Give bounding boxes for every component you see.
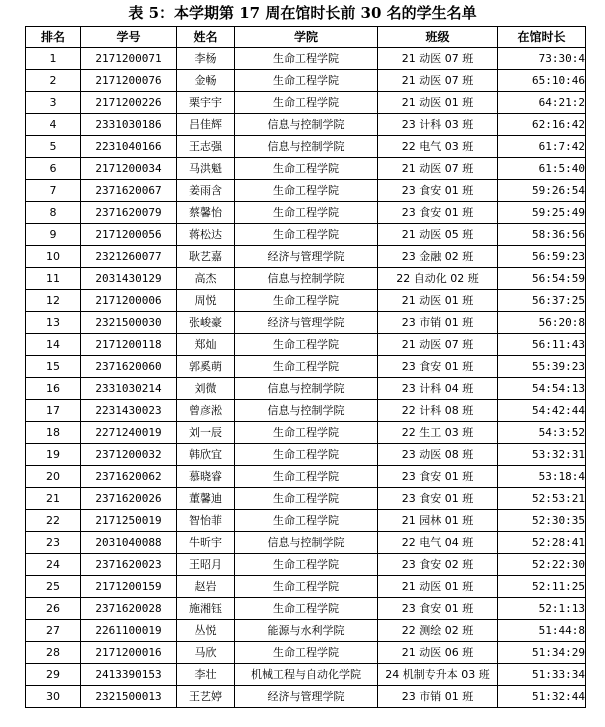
name-cell: 姜雨含 — [177, 180, 235, 202]
student-id-cell: 2171200226 — [81, 92, 177, 114]
duration-cell: 64:21:2 — [498, 92, 586, 114]
college-cell: 信息与控制学院 — [235, 136, 378, 158]
table-title: 表 5：本学期第 17 周在馆时长前 30 名的学生名单 — [128, 4, 477, 22]
name-cell: 李杨 — [177, 48, 235, 70]
student-id-cell: 2171200006 — [81, 290, 177, 312]
college-cell: 能源与水利学院 — [235, 620, 378, 642]
name-cell: 蔡馨怡 — [177, 202, 235, 224]
student-id-cell: 2171200118 — [81, 334, 177, 356]
name-cell: 金畅 — [177, 70, 235, 92]
student-id-cell: 2371620079 — [81, 202, 177, 224]
student-id-cell: 2271240019 — [81, 422, 177, 444]
table-row — [26, 268, 586, 290]
duration-cell: 56:59:23 — [498, 246, 586, 268]
name-cell: 丛悦 — [177, 620, 235, 642]
name-cell: 马欣 — [177, 642, 235, 664]
class-cell: 23 食安 01 班 — [378, 180, 498, 202]
name-cell: 慕晓睿 — [177, 466, 235, 488]
table-row — [26, 510, 586, 532]
student-id-cell: 2321260077 — [81, 246, 177, 268]
table-row — [26, 70, 586, 92]
name-cell: 李壮 — [177, 664, 235, 686]
rank-cell: 28 — [26, 642, 81, 664]
table-row — [26, 686, 586, 708]
college-cell: 信息与控制学院 — [235, 532, 378, 554]
class-cell: 21 动医 07 班 — [378, 334, 498, 356]
class-cell: 22 测绘 02 班 — [378, 620, 498, 642]
duration-cell: 52:28:41 — [498, 532, 586, 554]
class-cell: 23 计科 04 班 — [378, 378, 498, 400]
duration-cell: 59:25:49 — [498, 202, 586, 224]
table-row — [26, 466, 586, 488]
student-id-cell: 2321500030 — [81, 312, 177, 334]
col-header-class: 班级 — [378, 27, 498, 48]
name-cell: 王志强 — [177, 136, 235, 158]
name-cell: 周悦 — [177, 290, 235, 312]
name-cell: 韩欣宜 — [177, 444, 235, 466]
header-row — [26, 27, 586, 48]
rank-cell: 14 — [26, 334, 81, 356]
table-row — [26, 378, 586, 400]
college-cell: 生命工程学院 — [235, 422, 378, 444]
rank-cell: 23 — [26, 532, 81, 554]
duration-cell: 52:22:30 — [498, 554, 586, 576]
name-cell: 张峻豪 — [177, 312, 235, 334]
table-row — [26, 598, 586, 620]
student-id-cell: 2371620023 — [81, 554, 177, 576]
table-row — [26, 136, 586, 158]
college-cell: 生命工程学院 — [235, 466, 378, 488]
duration-cell: 53:32:31 — [498, 444, 586, 466]
college-cell: 生命工程学院 — [235, 488, 378, 510]
rank-cell: 26 — [26, 598, 81, 620]
table-row — [26, 532, 586, 554]
student-id-cell: 2371620067 — [81, 180, 177, 202]
col-header-name: 姓名 — [177, 27, 235, 48]
name-cell: 曾彦淞 — [177, 400, 235, 422]
college-cell: 生命工程学院 — [235, 444, 378, 466]
duration-cell: 65:10:46 — [498, 70, 586, 92]
rank-cell: 24 — [26, 554, 81, 576]
table-row — [26, 620, 586, 642]
class-cell: 23 食安 01 班 — [378, 598, 498, 620]
rank-cell: 2 — [26, 70, 81, 92]
college-cell: 生命工程学院 — [235, 180, 378, 202]
table-row — [26, 554, 586, 576]
table-row — [26, 444, 586, 466]
student-id-cell: 2031040088 — [81, 532, 177, 554]
table-row — [26, 664, 586, 686]
table-row — [26, 576, 586, 598]
table-row — [26, 48, 586, 70]
college-cell: 生命工程学院 — [235, 334, 378, 356]
college-cell: 生命工程学院 — [235, 290, 378, 312]
duration-cell: 51:34:29 — [498, 642, 586, 664]
table-body — [26, 48, 586, 708]
name-cell: 施湘钰 — [177, 598, 235, 620]
name-cell: 赵岩 — [177, 576, 235, 598]
class-cell: 24 机制专升本 03 班 — [378, 664, 498, 686]
table-row — [26, 422, 586, 444]
table-row — [26, 158, 586, 180]
duration-cell: 51:32:44 — [498, 686, 586, 708]
duration-cell: 52:1:13 — [498, 598, 586, 620]
col-header-student-id: 学号 — [81, 27, 177, 48]
student-id-cell: 2371620028 — [81, 598, 177, 620]
student-id-cell: 2031430129 — [81, 268, 177, 290]
rank-cell: 16 — [26, 378, 81, 400]
name-cell: 王昭月 — [177, 554, 235, 576]
duration-cell: 56:37:25 — [498, 290, 586, 312]
rank-cell: 27 — [26, 620, 81, 642]
duration-cell: 54:42:44 — [498, 400, 586, 422]
name-cell: 高杰 — [177, 268, 235, 290]
duration-cell: 73:30:4 — [498, 48, 586, 70]
student-id-cell: 2231040166 — [81, 136, 177, 158]
class-cell: 23 市销 01 班 — [378, 686, 498, 708]
table-row — [26, 312, 586, 334]
duration-cell: 61:7:42 — [498, 136, 586, 158]
college-cell: 经济与管理学院 — [235, 246, 378, 268]
college-cell: 生命工程学院 — [235, 224, 378, 246]
name-cell: 栗宇宇 — [177, 92, 235, 114]
college-cell: 生命工程学院 — [235, 70, 378, 92]
college-cell: 信息与控制学院 — [235, 400, 378, 422]
name-cell: 牛昕宇 — [177, 532, 235, 554]
table-row — [26, 246, 586, 268]
class-cell: 23 食安 01 班 — [378, 356, 498, 378]
col-header-college: 学院 — [235, 27, 378, 48]
table-row — [26, 400, 586, 422]
class-cell: 23 食安 01 班 — [378, 466, 498, 488]
name-cell: 蒋松达 — [177, 224, 235, 246]
college-cell: 生命工程学院 — [235, 576, 378, 598]
college-cell: 生命工程学院 — [235, 158, 378, 180]
rank-cell: 11 — [26, 268, 81, 290]
class-cell: 23 食安 01 班 — [378, 488, 498, 510]
class-cell: 21 动医 05 班 — [378, 224, 498, 246]
name-cell: 董馨迪 — [177, 488, 235, 510]
duration-cell: 52:11:25 — [498, 576, 586, 598]
student-id-cell: 2371620026 — [81, 488, 177, 510]
class-cell: 21 动医 07 班 — [378, 48, 498, 70]
name-cell: 刘一辰 — [177, 422, 235, 444]
rank-cell: 21 — [26, 488, 81, 510]
col-header-rank: 排名 — [26, 27, 81, 48]
ranking-table — [25, 26, 586, 708]
rank-cell: 10 — [26, 246, 81, 268]
student-id-cell: 2171200016 — [81, 642, 177, 664]
rank-cell: 4 — [26, 114, 81, 136]
table-row — [26, 114, 586, 136]
student-id-cell: 2261100019 — [81, 620, 177, 642]
rank-cell: 3 — [26, 92, 81, 114]
student-id-cell: 2321500013 — [81, 686, 177, 708]
college-cell: 生命工程学院 — [235, 598, 378, 620]
class-cell: 22 计科 08 班 — [378, 400, 498, 422]
duration-cell: 62:16:42 — [498, 114, 586, 136]
class-cell: 23 食安 02 班 — [378, 554, 498, 576]
class-cell: 23 市销 01 班 — [378, 312, 498, 334]
student-id-cell: 2371620062 — [81, 466, 177, 488]
college-cell: 生命工程学院 — [235, 554, 378, 576]
duration-cell: 56:20:8 — [498, 312, 586, 334]
rank-cell: 6 — [26, 158, 81, 180]
college-cell: 生命工程学院 — [235, 202, 378, 224]
class-cell: 21 动医 07 班 — [378, 70, 498, 92]
student-id-cell: 2413390153 — [81, 664, 177, 686]
rank-cell: 12 — [26, 290, 81, 312]
class-cell: 21 动医 07 班 — [378, 158, 498, 180]
class-cell: 21 动医 06 班 — [378, 642, 498, 664]
rank-cell: 15 — [26, 356, 81, 378]
student-id-cell: 2371200032 — [81, 444, 177, 466]
duration-cell: 61:5:40 — [498, 158, 586, 180]
class-cell: 21 动医 01 班 — [378, 290, 498, 312]
table-row — [26, 488, 586, 510]
name-cell: 郭奚萌 — [177, 356, 235, 378]
class-cell: 21 动医 01 班 — [378, 576, 498, 598]
table-row — [26, 642, 586, 664]
table-row — [26, 202, 586, 224]
duration-cell: 58:36:56 — [498, 224, 586, 246]
name-cell: 吕佳辉 — [177, 114, 235, 136]
duration-cell: 55:39:23 — [498, 356, 586, 378]
rank-cell: 13 — [26, 312, 81, 334]
table-row — [26, 334, 586, 356]
rank-cell: 5 — [26, 136, 81, 158]
class-cell: 23 金融 02 班 — [378, 246, 498, 268]
rank-cell: 22 — [26, 510, 81, 532]
table-row — [26, 224, 586, 246]
college-cell: 机械工程与自动化学院 — [235, 664, 378, 686]
college-cell: 信息与控制学院 — [235, 378, 378, 400]
duration-cell: 52:30:35 — [498, 510, 586, 532]
student-id-cell: 2171200159 — [81, 576, 177, 598]
class-cell: 22 电气 04 班 — [378, 532, 498, 554]
table-row — [26, 290, 586, 312]
student-id-cell: 2171200034 — [81, 158, 177, 180]
table-row — [26, 356, 586, 378]
college-cell: 经济与管理学院 — [235, 312, 378, 334]
duration-cell: 54:3:52 — [498, 422, 586, 444]
rank-cell: 8 — [26, 202, 81, 224]
rank-cell: 7 — [26, 180, 81, 202]
college-cell: 信息与控制学院 — [235, 114, 378, 136]
student-id-cell: 2231430023 — [81, 400, 177, 422]
rank-cell: 30 — [26, 686, 81, 708]
class-cell: 23 动医 08 班 — [378, 444, 498, 466]
table-row — [26, 92, 586, 114]
table-row — [26, 180, 586, 202]
class-cell: 23 计科 03 班 — [378, 114, 498, 136]
student-id-cell: 2171200056 — [81, 224, 177, 246]
col-header-duration: 在馆时长 — [498, 27, 586, 48]
college-cell: 生命工程学院 — [235, 48, 378, 70]
name-cell: 刘微 — [177, 378, 235, 400]
name-cell: 耿艺嘉 — [177, 246, 235, 268]
rank-cell: 1 — [26, 48, 81, 70]
class-cell: 22 生工 03 班 — [378, 422, 498, 444]
rank-cell: 18 — [26, 422, 81, 444]
college-cell: 生命工程学院 — [235, 92, 378, 114]
student-id-cell: 2171200071 — [81, 48, 177, 70]
college-cell: 生命工程学院 — [235, 642, 378, 664]
college-cell: 经济与管理学院 — [235, 686, 378, 708]
rank-cell: 29 — [26, 664, 81, 686]
class-cell: 22 自动化 02 班 — [378, 268, 498, 290]
rank-cell: 9 — [26, 224, 81, 246]
name-cell: 郑灿 — [177, 334, 235, 356]
duration-cell: 51:44:8 — [498, 620, 586, 642]
student-id-cell: 2331030186 — [81, 114, 177, 136]
college-cell: 生命工程学院 — [235, 356, 378, 378]
rank-cell: 17 — [26, 400, 81, 422]
name-cell: 智怡菲 — [177, 510, 235, 532]
duration-cell: 59:26:54 — [498, 180, 586, 202]
duration-cell: 52:53:21 — [498, 488, 586, 510]
duration-cell: 54:54:13 — [498, 378, 586, 400]
class-cell: 21 动医 01 班 — [378, 92, 498, 114]
student-id-cell: 2371620060 — [81, 356, 177, 378]
duration-cell: 56:54:59 — [498, 268, 586, 290]
rank-cell: 20 — [26, 466, 81, 488]
class-cell: 23 食安 01 班 — [378, 202, 498, 224]
college-cell: 信息与控制学院 — [235, 268, 378, 290]
name-cell: 王艺婷 — [177, 686, 235, 708]
student-id-cell: 2171250019 — [81, 510, 177, 532]
rank-cell: 25 — [26, 576, 81, 598]
student-id-cell: 2171200076 — [81, 70, 177, 92]
rank-cell: 19 — [26, 444, 81, 466]
duration-cell: 53:18:4 — [498, 466, 586, 488]
duration-cell: 56:11:43 — [498, 334, 586, 356]
class-cell: 22 电气 03 班 — [378, 136, 498, 158]
class-cell: 21 园林 01 班 — [378, 510, 498, 532]
name-cell: 马洪魁 — [177, 158, 235, 180]
college-cell: 生命工程学院 — [235, 510, 378, 532]
duration-cell: 51:33:34 — [498, 664, 586, 686]
student-id-cell: 2331030214 — [81, 378, 177, 400]
